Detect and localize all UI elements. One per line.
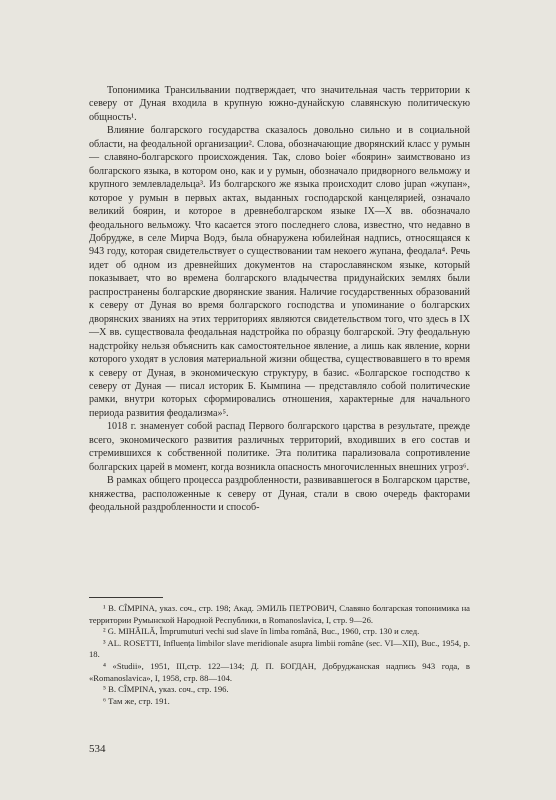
main-text [89,84,470,515]
footnote-6: ⁶ Там же, стр. 191. [103,695,170,706]
paragraph-1: Топонимика Трансильвании подтверждает, что значительная часть территории к северу от Дуная входила в крупную южно-дунайскую славянскую политическую общность¹. [89,85,470,123]
footnote-3: ³ AL. ROSETTI, Influența limbilor slave meridionale asupra limbii române (sec. VI—XII), Buc., 1954, p. 18. [89,637,470,660]
page-number: 534 [89,743,106,755]
footnote-divider [89,597,163,598]
paragraph-2: Влияние болгарского государства сказалось довольно сильно и в социальной области, на феодальной организации². Слова, обозначающие дворянский класс у румын — славяно-болгарского происхождения. Так, слово boier «боярин» заимствовано из болгарского языка, в котором оно, как и у румын, обозначало придворного вельможу и крупного землевладельца³. Из болгарского же языка происходит слово jupan «жупан», которое у румын в первых актах, выданных господарской канцелярией, означало великий боярин, и которое в древнеболгарском языке IX—X вв. обозначало феодального вельможу. Что касается этого последнего слова, известно, что недавно в Добрудже, в селе Мирча Водэ, была обнаружена юбилейная надпись, относящаяся к 943 году, которая свидетельствует о существовании там некоего жупана, феодала⁴. Речь идет об одном из древнейших документов на старославянском языке, который показывает, что во времена болгарского владычества придунайских землях были распространены болгарские дворянские звания. Наличие государственных образований к северу от Дуная во время болгарского господства и упоминание о болгарских дворянских званиях на этих территориях являются свидетельством того, что здесь в IX—X вв. существовала феодальная надстройка по образцу болгарской. Эту феодальную надстройку нельзя объяснить как самостоятельное явление, а лишь как явление, корни которого уходят в условия материальной жизни общества, существовавшего в то время к северу от Дуная, в экономическую структуру, в базис. «Болгарское господство к северу от Дуная — писал историк Б. Кымпина — представляло собой политические рамки, внутри которых сформировались отношения, характерные для начального периода развития феодализма»⁵. [89,125,470,419]
footnotes [89,603,470,707]
footnote-4: ⁴ «Studii», 1951, III,стр. 122—134; Д. П. БОГДАН, Добруджанская надпись 943 года, в «Romanoslavica», I, 1958, стр. 88—104. [89,660,470,683]
footnote-2: ² G. MIHĂILĂ, Împrumuturi vechi sud slave în limba română, Buc., 1960, стр. 130 и след. [103,626,420,637]
paragraph-3: 1018 г. знаменует собой распад Первого болгарского царства в результате, прежде всего, экономического развития различных территорий, входивших в его состав и стремившихся к собственной политике. Эта политика парализовала сопротивление болгарских царей в момент, когда возникла опасность многочисленных внешних угроз⁶. [89,421,470,473]
footnote-5: ⁵ B. CÎMPINA, указ. соч., стр. 196. [103,684,229,695]
footnote-1: ¹ B. CÎMPINA, указ. соч., стр. 198; Акад. ЭМИЛЬ ПЕТРОВИЧ, Славяно болгарская топонимика на территории Румынской Народной Республики, в Romanoslavica, I, стр. 9—26. [89,603,470,625]
paragraph-4: В рамках общего процесса раздробленности, развивавшегося в Болгарском царстве, княжества, расположенные к северу от Дуная, стали в свою очередь факторами феодальной раздробленности и способ- [89,475,470,514]
